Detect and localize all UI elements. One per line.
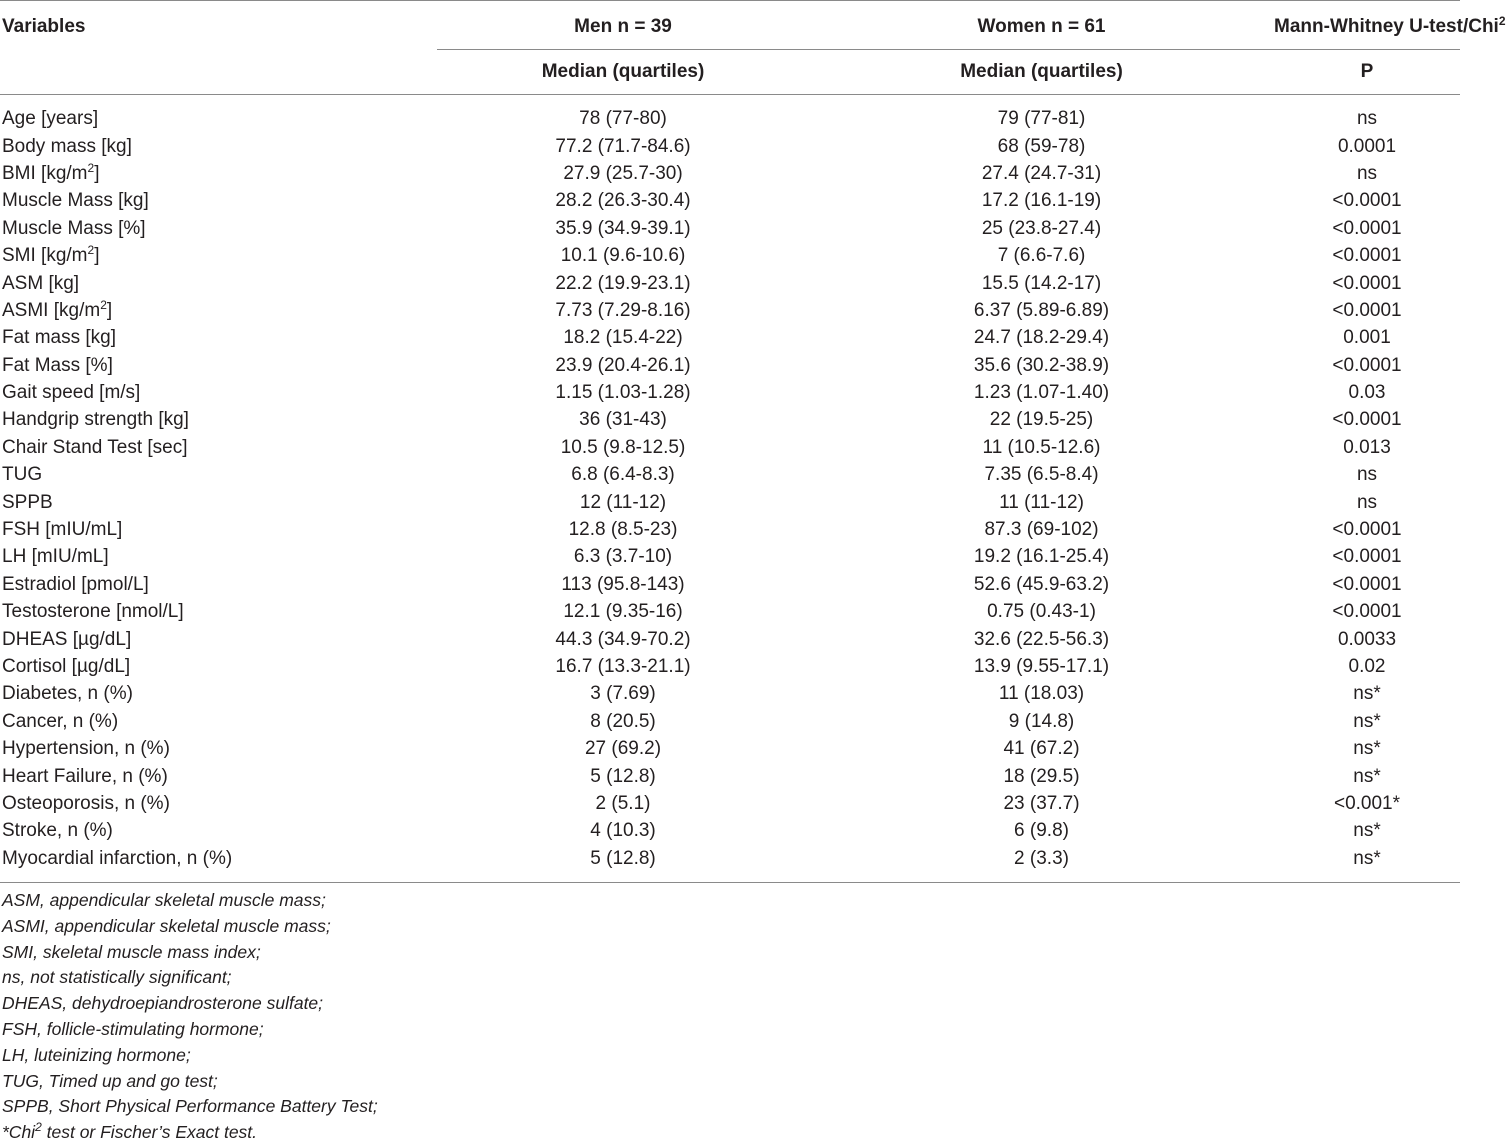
- table-row: [0, 324, 1460, 351]
- cell-men: 22.2 (19.9-23.1): [555, 272, 691, 294]
- cell-p: <0.0001: [1332, 573, 1402, 595]
- cell-variable: [0, 352, 437, 379]
- variable-label: LH [mIU/mL]: [2, 546, 109, 568]
- cell-variable: [0, 598, 437, 625]
- variable-label: Cancer, n (%): [2, 710, 119, 732]
- cell-variable: [0, 297, 437, 324]
- table-row: [0, 461, 1460, 488]
- cell-women: 1.23 (1.07-1.40): [973, 382, 1110, 404]
- cell-women: 6 (9.8): [1014, 820, 1069, 842]
- cell-women: 23 (37.7): [1003, 792, 1080, 814]
- cell-women: 11 (11-12): [999, 491, 1084, 513]
- cell-p: 0.03: [1348, 382, 1386, 404]
- table-row: [0, 434, 1460, 461]
- table-row: [0, 488, 1460, 515]
- cell-women: 9 (14.8): [1008, 710, 1075, 732]
- table-row: [0, 269, 1460, 296]
- footnote-chi-sup: 2: [35, 1120, 42, 1135]
- footnote-chi: [2, 1120, 378, 1146]
- cell-p: ns: [1356, 108, 1378, 130]
- cell-men: 10.5 (9.8-12.5): [560, 436, 686, 458]
- cell-p: <0.0001: [1332, 299, 1402, 321]
- variable-label: Handgrip strength [kg]: [2, 409, 189, 431]
- cell-women: 24.7 (18.2-29.4): [973, 327, 1110, 349]
- cell-men: 5 (12.8): [437, 845, 809, 883]
- footnote-fsh: FSH, follicle-stimulating hormone;: [2, 1018, 264, 1039]
- table-row: [0, 653, 1460, 680]
- header-p: P: [1360, 61, 1374, 82]
- variable-label: Stroke, n (%): [2, 820, 113, 842]
- variable-suffix: ]: [94, 162, 100, 184]
- cell-women: 13.9 (9.55-17.1): [973, 656, 1110, 677]
- cell-p: 0.0001: [1337, 135, 1397, 157]
- cell-women: 35.6 (30.2-38.9): [973, 354, 1110, 376]
- variable-label: Heart Failure, n (%): [2, 765, 168, 787]
- table-row: [0, 379, 1460, 406]
- cell-men: 78 (77-80): [579, 108, 667, 130]
- cell-men: 3 (7.69): [590, 683, 656, 705]
- cell-variable: [0, 735, 437, 762]
- table-row: [0, 762, 1460, 789]
- cell-p: <0.0001: [1332, 546, 1402, 568]
- cell-variable: [0, 845, 437, 883]
- variable-label: Fat Mass [%]: [2, 354, 113, 376]
- cell-men: 23.9 (20.4-26.1): [555, 354, 691, 376]
- cell-women: 6.37 (5.89-6.89): [973, 299, 1110, 321]
- footnote-ns: ns, not statistically significant;: [2, 967, 232, 988]
- cell-p: <0.0001: [1332, 272, 1402, 294]
- cell-women: 17.2 (16.1-19): [981, 190, 1102, 212]
- table-row: [0, 625, 1460, 652]
- variable-label: DHEAS [µg/dL]: [2, 628, 132, 650]
- variable-label: BMI [kg/m: [2, 162, 88, 184]
- cell-variable: [0, 790, 437, 817]
- header-women: Women n = 61: [809, 1, 1274, 50]
- header-test-sup: 2: [1498, 14, 1506, 28]
- cell-variable: [0, 434, 437, 461]
- cell-variable: [0, 680, 437, 707]
- cell-variable: [0, 160, 437, 187]
- cell-p: <0.0001: [1332, 354, 1402, 376]
- footnote-smi: SMI, skeletal muscle mass index;: [2, 941, 261, 962]
- variable-label: SMI [kg/m: [2, 245, 88, 267]
- table-row: [0, 817, 1460, 844]
- header-row-2: [0, 50, 1460, 95]
- cell-men: 16.7 (13.3-21.1): [555, 656, 691, 677]
- cell-women: 79 (77-81): [997, 108, 1086, 130]
- variable-label: Muscle Mass [kg]: [2, 190, 149, 212]
- table-row: [0, 735, 1460, 762]
- table-row: [0, 790, 1460, 817]
- cell-men: 77.2 (71.7-84.6): [555, 135, 691, 157]
- variable-label: Muscle Mass [%]: [2, 217, 146, 239]
- cell-women: 7 (6.6-7.6): [997, 245, 1086, 267]
- header-blank: [0, 50, 437, 95]
- cell-women: 25 (23.8-27.4): [981, 217, 1102, 239]
- cell-men: 12.1 (9.35-16): [563, 601, 683, 623]
- cell-variable: [0, 269, 437, 296]
- cell-p: ns*: [1353, 820, 1381, 842]
- cell-women: 2 (3.3): [809, 845, 1274, 883]
- variable-label: Gait speed [m/s]: [2, 382, 141, 404]
- table-row: [0, 242, 1460, 269]
- header-row-1: [0, 1, 1460, 50]
- cell-men: 10.1 (9.6-10.6): [560, 245, 686, 267]
- cell-women: 52.6 (45.9-63.2): [973, 573, 1110, 595]
- table-body: [0, 95, 1460, 883]
- cell-p: ns*: [1353, 765, 1381, 787]
- cell-men: 27.9 (25.7-30): [563, 162, 683, 184]
- variable-label: Age [years]: [2, 108, 99, 130]
- cell-men: 8 (20.5): [590, 710, 656, 732]
- variable-label: ASM [kg]: [2, 272, 80, 294]
- cell-variable: [0, 708, 437, 735]
- variable-label: Body mass [kg]: [2, 135, 132, 157]
- table-row: [0, 132, 1460, 159]
- table-row: [0, 352, 1460, 379]
- variable-label: Chair Stand Test [sec]: [2, 436, 188, 458]
- header-median-women: Median (quartiles): [960, 61, 1123, 82]
- footnote-tug: TUG, Timed up and go test;: [2, 1070, 218, 1091]
- cell-variable: [0, 653, 437, 680]
- cell-variable: [0, 215, 437, 242]
- cell-variable: [0, 488, 437, 515]
- cell-p: ns: [1356, 162, 1378, 184]
- cell-p: <0.0001: [1332, 190, 1402, 212]
- cell-p: 0.0033: [1337, 628, 1397, 650]
- cell-women: 87.3 (69-102): [984, 519, 1099, 541]
- variable-label: Estradiol [pmol/L]: [2, 573, 149, 595]
- variable-sup: 2: [87, 160, 95, 175]
- table-row: [0, 160, 1460, 187]
- cell-women: 19.2 (16.1-25.4): [973, 546, 1110, 568]
- cell-p: ns: [1356, 464, 1378, 486]
- variable-label: Fat mass [kg]: [2, 327, 117, 349]
- table-row: [0, 708, 1460, 735]
- cell-women: 11 (18.03): [998, 683, 1085, 705]
- header-median-men: Median (quartiles): [541, 61, 705, 82]
- table-row: [0, 406, 1460, 433]
- cell-women: 18 (29.5): [1003, 765, 1080, 787]
- footnote-asmi: ASMI, appendicular skeletal muscle mass;: [2, 915, 331, 936]
- variable-suffix: ]: [106, 299, 113, 321]
- cell-men: 6.3 (3.7-10): [573, 546, 673, 568]
- variable-label: Osteoporosis, n (%): [2, 792, 170, 814]
- footnote-lh: LH, luteinizing hormone;: [2, 1044, 191, 1065]
- cell-variable: [0, 516, 437, 543]
- variable-sup: 2: [87, 243, 95, 258]
- footnote-dheas: DHEAS, dehydroepiandrosterone sulfate;: [2, 993, 324, 1014]
- table-row: [0, 845, 1460, 883]
- cell-variable: [0, 406, 437, 433]
- cell-p: 0.013: [1343, 436, 1391, 458]
- cell-variable: [0, 625, 437, 652]
- cell-p: 0.001: [1343, 327, 1391, 349]
- cell-men: 28.2 (26.3-30.4): [555, 190, 691, 212]
- cell-p: ns*: [1274, 845, 1460, 883]
- cell-women: 27.4 (24.7-31): [981, 162, 1102, 184]
- cell-men: 4 (10.3): [590, 820, 656, 842]
- cell-variable: [0, 324, 437, 351]
- variable-suffix: ]: [94, 245, 100, 267]
- cell-women: 7.35 (6.5-8.4): [984, 464, 1099, 486]
- cell-men: 12 (11-12): [579, 491, 667, 513]
- cell-p: <0.0001: [1332, 601, 1402, 623]
- cell-variable: [0, 132, 437, 159]
- table-row: [0, 680, 1460, 707]
- cell-p: ns: [1356, 491, 1378, 513]
- cell-men: 113 (95.8-143): [561, 573, 685, 595]
- cell-variable: [0, 95, 437, 133]
- cell-men: 44.3 (34.9-70.2): [555, 628, 691, 650]
- variable-label: TUG: [2, 464, 43, 486]
- cell-women: 68 (59-78): [997, 135, 1086, 157]
- cell-men: 35.9 (34.9-39.1): [555, 217, 691, 239]
- cell-men: 1.15 (1.03-1.28): [555, 382, 691, 404]
- cell-men: 36 (31-43): [579, 409, 667, 431]
- cell-men: 18.2 (15.4-22): [563, 327, 683, 349]
- footnote-chi-prefix: *Chi: [2, 1122, 36, 1143]
- table-row: [0, 187, 1460, 214]
- cell-variable: [0, 379, 437, 406]
- table-row: [0, 215, 1460, 242]
- cell-p: <0.0001: [1332, 519, 1402, 541]
- cell-variable: [0, 461, 437, 488]
- table-row: [0, 598, 1460, 625]
- header-test: [1274, 1, 1506, 50]
- cell-variable: [0, 571, 437, 598]
- cell-p: ns*: [1353, 683, 1381, 705]
- variable-label: Hypertension, n (%): [2, 738, 170, 760]
- cell-women: 22 (19.5-25): [989, 409, 1094, 431]
- cell-women: 41 (67.2): [1003, 738, 1080, 760]
- header-men: Men n = 39: [437, 1, 809, 50]
- table-row: [0, 543, 1460, 570]
- cell-women: 0.75 (0.43-1): [987, 601, 1096, 623]
- cell-women: 32.6 (22.5-56.3): [973, 628, 1110, 650]
- footnotes: [2, 888, 378, 1146]
- cell-p: <0.001*: [1333, 792, 1401, 814]
- footnote-sppb: SPPB, Short Physical Performance Battery Test;: [2, 1096, 378, 1117]
- table-row: [0, 95, 1460, 133]
- cell-variable: [0, 187, 437, 214]
- cell-men: 2 (5.1): [595, 792, 651, 814]
- variable-label: Myocardial infarction, n (%): [2, 847, 233, 869]
- variable-label: Diabetes, n (%): [2, 683, 133, 705]
- cell-p: <0.0001: [1332, 217, 1402, 239]
- cell-men: 6.8 (6.4-8.3): [571, 464, 675, 486]
- footnote-asm: ASM, appendicular skeletal muscle mass;: [2, 890, 326, 910]
- cell-men: 12.8 (8.5-23): [568, 519, 678, 541]
- cell-variable: [0, 762, 437, 789]
- cell-men: 7.73 (7.29-8.16): [555, 299, 691, 321]
- cell-p: 0.02: [1348, 656, 1386, 677]
- variable-label: ASMI [kg/m: [2, 299, 101, 321]
- cell-variable: [0, 817, 437, 844]
- variable-label: FSH [mIU/mL]: [2, 519, 123, 541]
- cell-women: 15.5 (14.2-17): [981, 272, 1102, 294]
- cell-women: 11 (10.5-12.6): [982, 436, 1101, 458]
- cell-p: <0.0001: [1332, 245, 1402, 267]
- header-variables: Variables: [2, 16, 86, 38]
- header-test-label: Mann-Whitney U-test/Chi: [1274, 16, 1499, 37]
- cell-p: ns*: [1353, 738, 1381, 760]
- table-row: [0, 297, 1460, 324]
- table-row: [0, 516, 1460, 543]
- variable-label: Testosterone [nmol/L]: [2, 601, 184, 623]
- footnote-chi-suffix: test or Fischer’s Exact test.: [41, 1122, 258, 1143]
- variable-sup: 2: [100, 297, 107, 312]
- variable-label: Cortisol [µg/dL]: [2, 656, 131, 677]
- cell-variable: [0, 543, 437, 570]
- cell-p: <0.0001: [1332, 409, 1402, 431]
- variable-label: SPPB: [2, 491, 53, 513]
- cell-variable: [0, 242, 437, 269]
- cell-men: 27 (69.2): [584, 738, 662, 760]
- table-row: [0, 571, 1460, 598]
- cell-men: 5 (12.8): [590, 765, 656, 787]
- cell-p: ns*: [1353, 710, 1381, 732]
